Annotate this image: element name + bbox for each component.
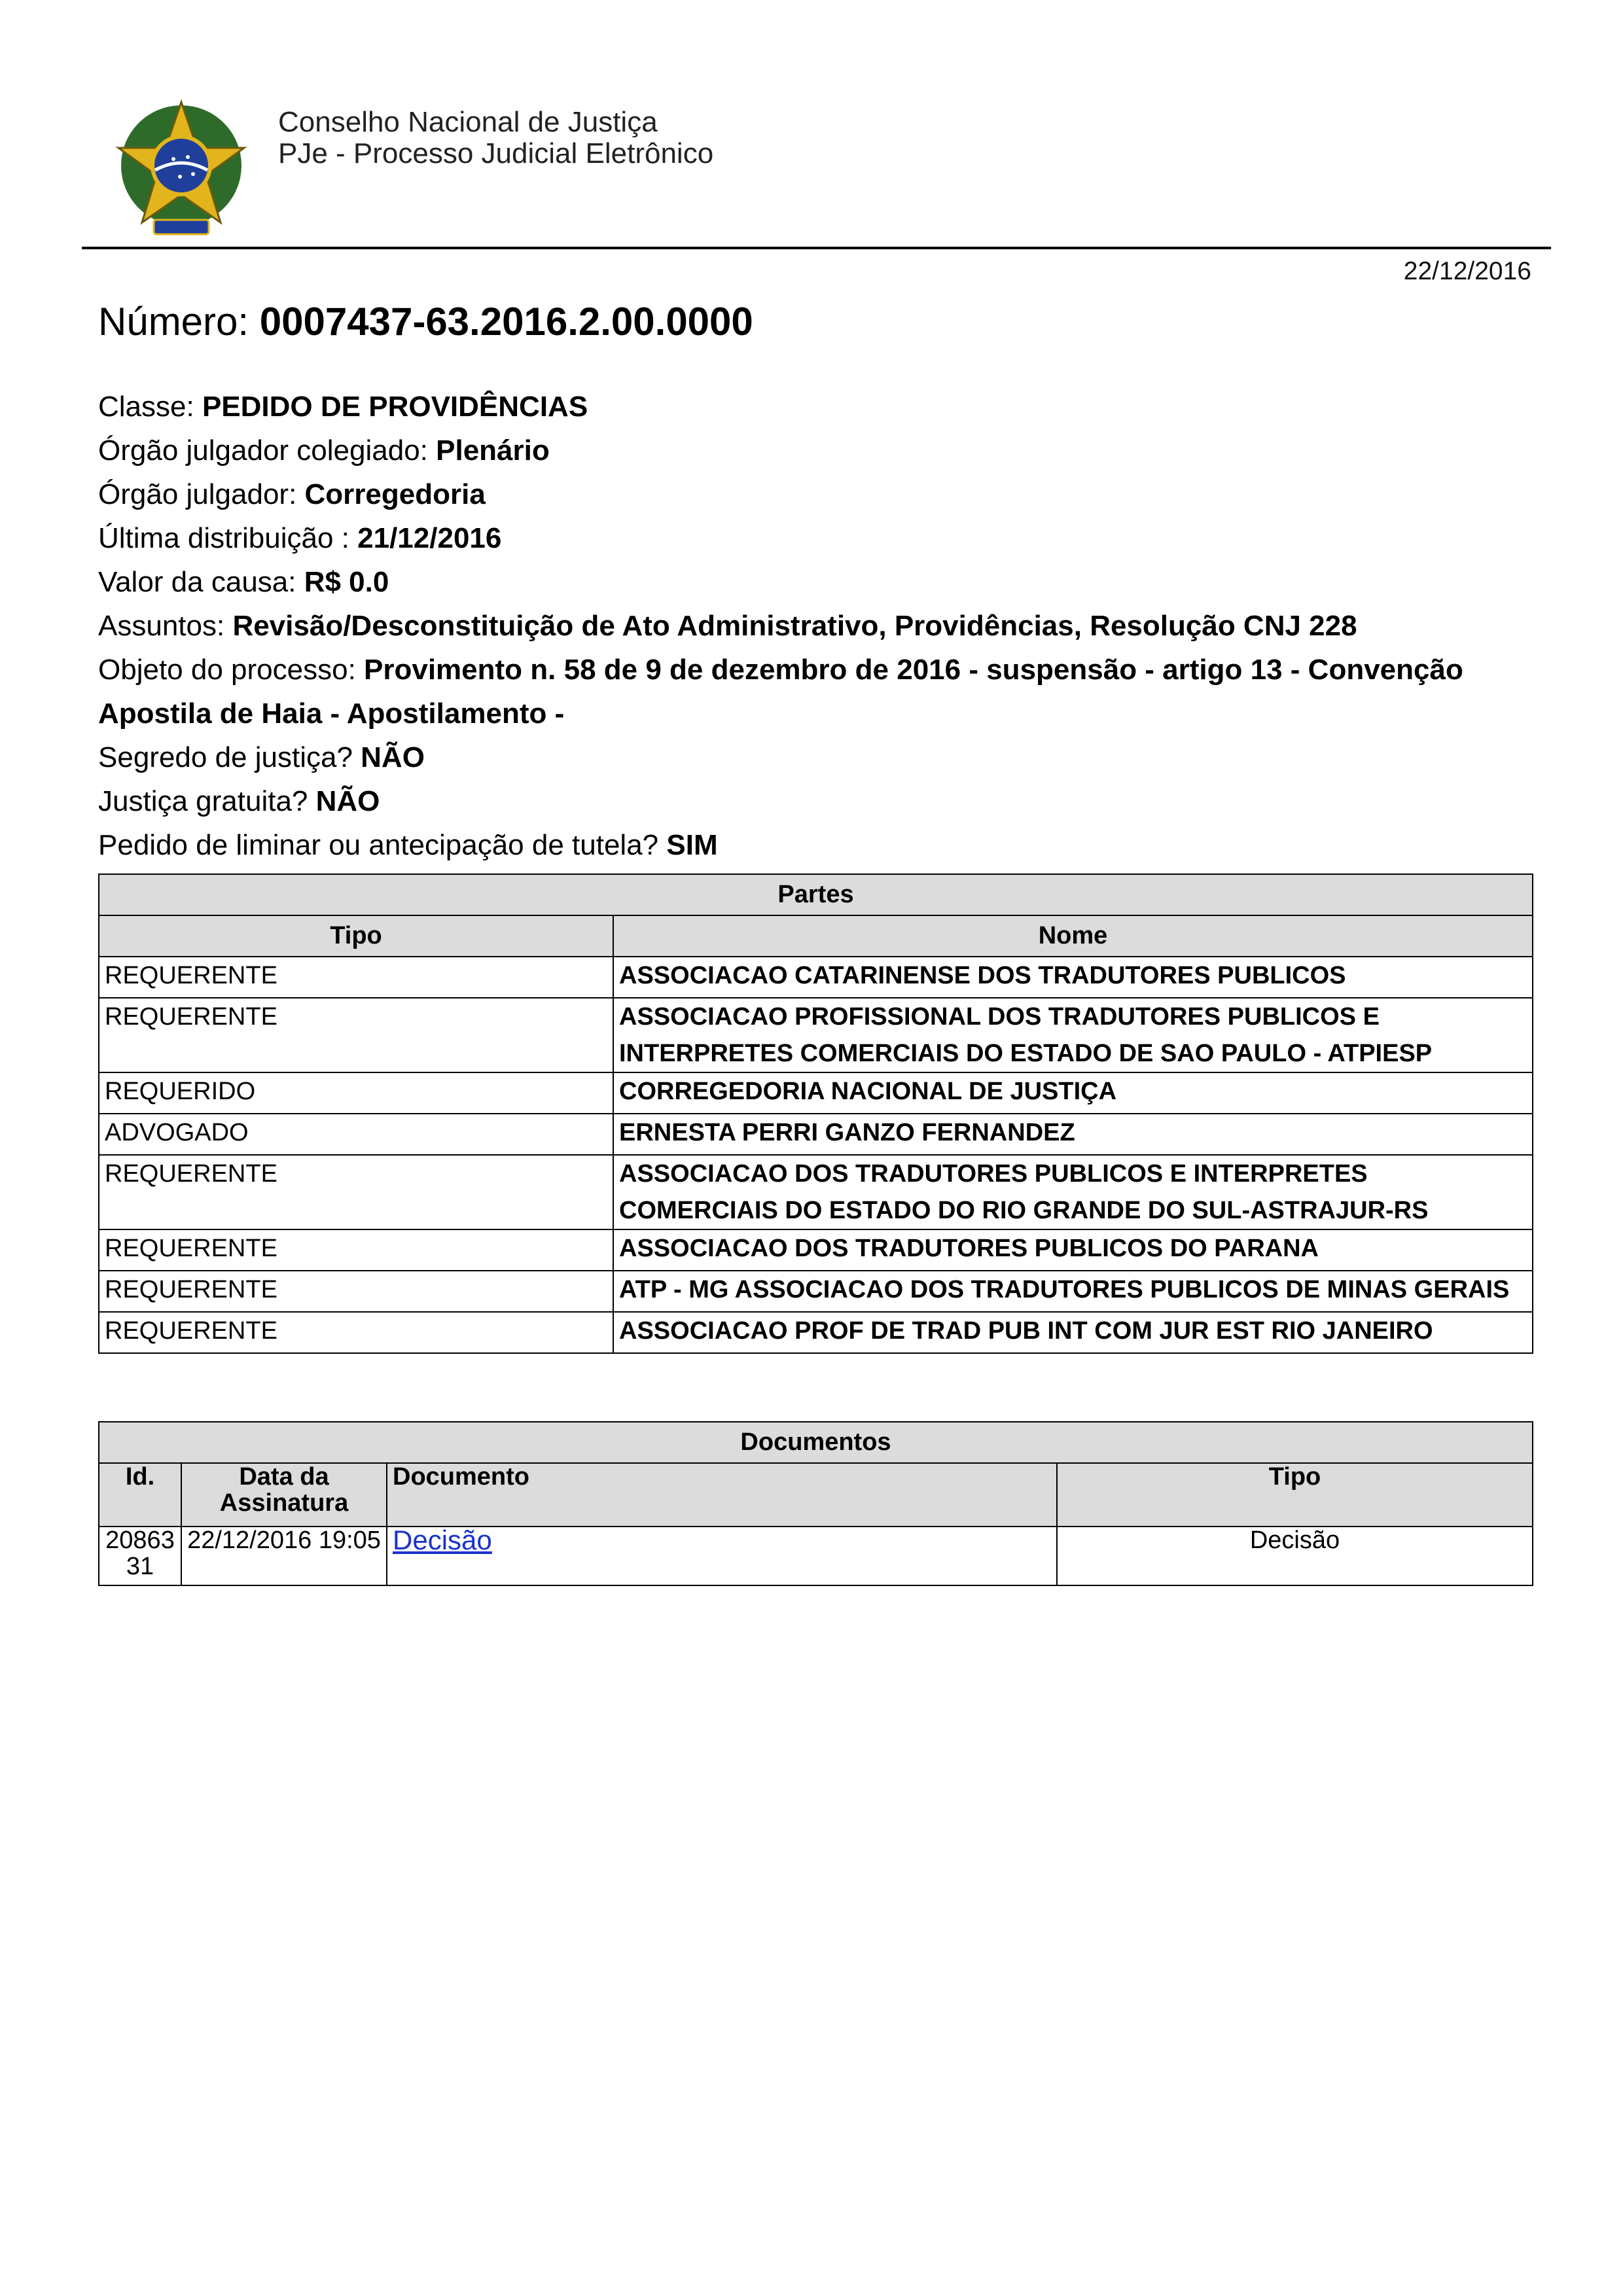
table-row [99,1155,1533,1229]
parte-nome: ASSOCIACAO DOS TRADUTORES PUBLICOS E INTERPRETES COMERCIAIS DO ESTADO DO RIO GRANDE DO SUL-ASTRAJUR-RS [613,1155,1533,1229]
parte-tipo: REQUERIDO [99,1072,613,1114]
field-value: SIM [666,829,718,861]
documentos-header-data: Data da Assinatura [181,1463,387,1527]
table-row [99,998,1533,1072]
parte-tipo: REQUERENTE [99,998,613,1072]
field-label: Órgão julgador: [98,478,305,510]
field-label: Assuntos: [98,610,233,642]
documentos-header-documento: Documento [387,1463,1057,1527]
table-row [99,1312,1533,1353]
parte-tipo: ADVOGADO [99,1114,613,1155]
field-assuntos [98,604,1538,648]
field-classe [98,385,1538,429]
field-value: Plenário [436,434,550,467]
field-label: Órgão julgador colegiado: [98,434,437,467]
field-label: Objeto do processo: [98,654,365,686]
parte-nome: CORREGEDORIA NACIONAL DE JUSTIÇA [613,1072,1533,1114]
parte-tipo: REQUERENTE [99,1155,613,1229]
field-value: 21/12/2016 [357,522,502,554]
field-objeto [98,648,1538,735]
parte-nome: ATP - MG ASSOCIACAO DOS TRADUTORES PUBLICOS DE MINAS GERAIS [613,1271,1533,1312]
field-value: Revisão/Desconstituição de Ato Administrativo, Providências, Resolução CNJ 228 [232,610,1357,642]
field-value: R$ 0.0 [304,566,389,598]
field-label: Segredo de justiça? [98,741,361,773]
documentos-title: Documentos [99,1422,1533,1463]
process-fields [98,385,1538,867]
process-number-value: 0007437-63.2016.2.00.0000 [259,300,753,344]
field-label: Pedido de liminar ou antecipação de tutela? [98,829,667,861]
header-divider [82,247,1551,249]
print-date: 22/12/2016 [1403,257,1531,285]
field-gratuita [98,779,1538,823]
documentos-table [98,1421,1533,1586]
field-label: Última distribuição : [98,522,358,554]
parte-tipo: REQUERENTE [99,1229,613,1271]
system-name: PJe - Processo Judicial Eletrônico [278,137,714,169]
field-value: NÃO [361,741,425,773]
documento-id: 20863 31 [99,1527,181,1585]
partes-header-tipo: Tipo [99,915,613,957]
field-orgao-julgador [98,472,1538,516]
brasao-republica-icon [115,97,249,241]
parte-nome: ASSOCIACAO PROF DE TRAD PUB INT COM JUR EST RIO JANEIRO [613,1312,1533,1353]
documentos-header-id: Id. [99,1463,181,1527]
organization-name: Conselho Nacional de Justiça [278,106,658,138]
process-number-label: Número: [98,300,249,344]
parte-nome: ASSOCIACAO PROFISSIONAL DOS TRADUTORES PUBLICOS E INTERPRETES COMERCIAIS DO ESTADO DE SAO PAULO - ATPIESP [613,998,1533,1072]
field-label: Justiça gratuita? [98,785,316,817]
parte-nome: ASSOCIACAO DOS TRADUTORES PUBLICOS DO PARANA [613,1229,1533,1271]
document-header [82,77,1551,246]
documentos-header-tipo: Tipo [1057,1463,1533,1527]
partes-table [98,874,1533,1354]
field-value: PEDIDO DE PROVIDÊNCIAS [202,391,588,423]
table-row [99,957,1533,998]
field-segredo [98,735,1538,779]
field-ultima-distribuicao [98,516,1538,560]
table-row [99,1072,1533,1114]
documento-cell [387,1527,1057,1585]
partes-title: Partes [99,874,1533,915]
field-value: Provimento n. 58 de 9 de dezembro de 2016 - suspensão - artigo 13 - Convenção Apostila de Haia - Apostilamento - [98,654,1463,730]
documento-tipo: Decisão [1057,1527,1533,1585]
process-number [98,302,753,342]
field-orgao-colegiado [98,429,1538,472]
field-valor-causa [98,560,1538,604]
parte-tipo: REQUERENTE [99,1312,613,1353]
field-label: Valor da causa: [98,566,304,598]
documento-data: 22/12/2016 19:05 [181,1527,387,1585]
parte-nome: ERNESTA PERRI GANZO FERNANDEZ [613,1114,1533,1155]
parte-tipo: REQUERENTE [99,957,613,998]
field-value: Corregedoria [304,478,486,510]
partes-header-nome: Nome [613,915,1533,957]
documento-link[interactable]: Decisão [393,1525,492,1555]
table-row [99,1229,1533,1271]
table-row [99,1527,1533,1585]
parte-nome: ASSOCIACAO CATARINENSE DOS TRADUTORES PUBLICOS [613,957,1533,998]
table-row [99,1114,1533,1155]
field-label: Classe: [98,391,202,423]
field-value: NÃO [315,785,380,817]
table-row [99,1271,1533,1312]
field-liminar [98,823,1538,867]
parte-tipo: REQUERENTE [99,1271,613,1312]
